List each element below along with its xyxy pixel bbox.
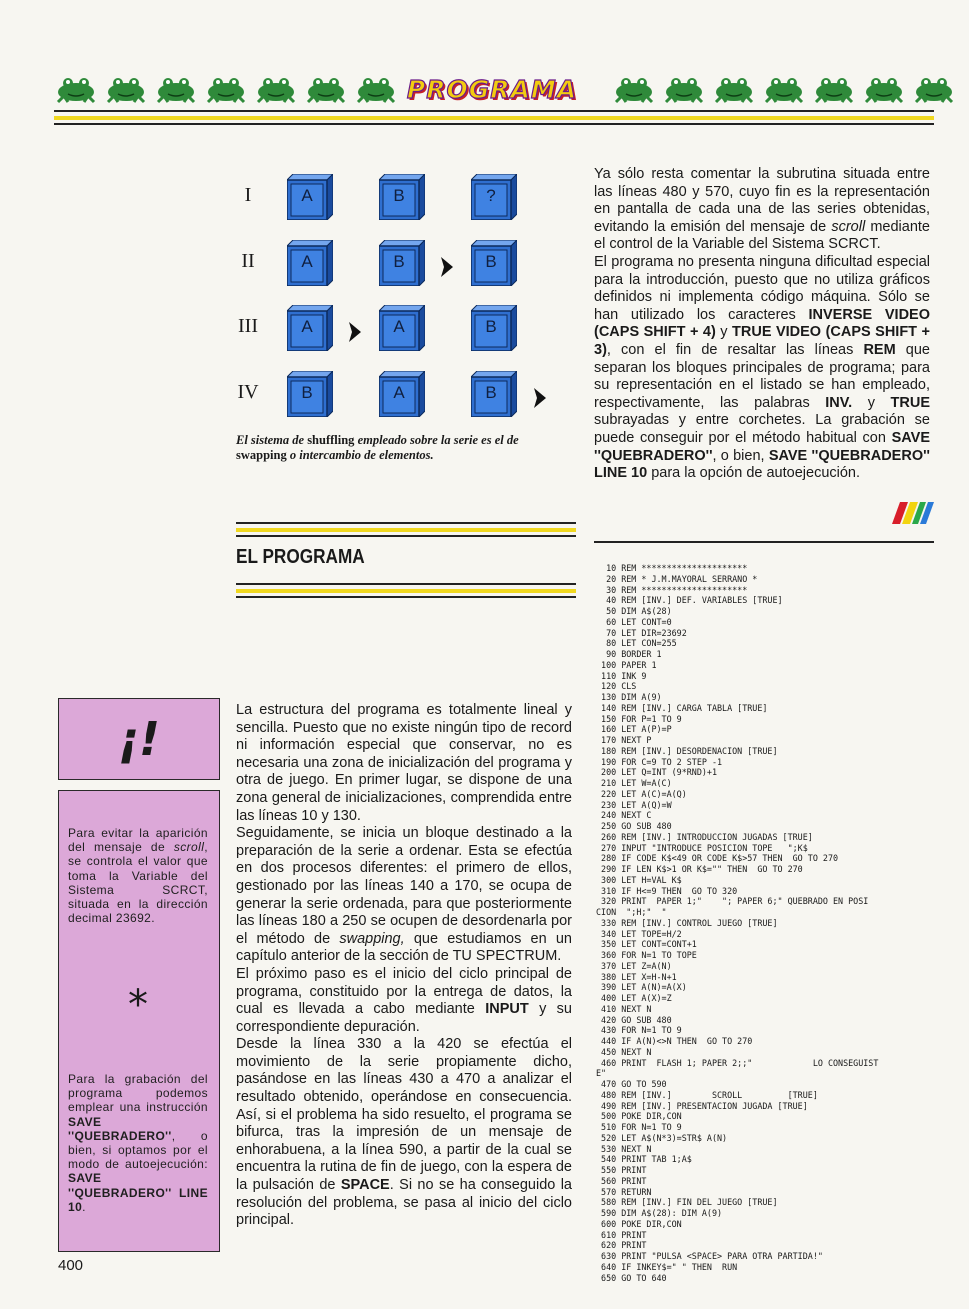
header-rule-yellow [54,116,934,120]
main-p3: El próximo paso es el inicio del ciclo principal de programa, constituido por la entrega de datos, la cual es llevada a cabo mediante INPUT y su correspondiente depuración. [236,965,572,1035]
frog-icon [812,74,856,104]
letter-block [471,305,517,351]
sidebar-asterisk: * [128,982,148,1028]
basic-program-listing: 10 REM ********************* 20 REM * J.M.MAYORAL SERRANO * 30 REM ********************* 40 REM [INV.] DEF. VARIABLES [TRUE] 50 DIM A$(28) 60 LET CONT=0 70 LET DIR=23692 80 LET CON=255 90 BORDER 1 100 PAPER 1 110 INK 9 120 CLS 130 DIM A(9) 140 REM [INV.] CARGA TABLA [TRUE] 150 FOR P=1 TO 9 160 LET A(P)=P 170 NEXT P 180 REM [INV.] DESORDENACION [TRUE] 190 FOR C=9 TO 2 STEP -1 200 LET Q=INT (9*RND)+1 210 LET W=A(C) 220 LET A(C)=A(Q) 230 LET A(Q)=W 240 NEXT C 250 GO SUB 480 260 REM [INV.] INTRODUCCION JUGADAS [TRUE] 270 INPUT "INTRODUCE POSICION TOPE ";K$ 280 IF CODE K$<49 OR CODE K$>57 THEN GO TO 270 290 IF LEN K$>1 OR K$="" THEN GO TO 270 300 LET H=VAL K$ 310 IF H<=9 THEN GO TO 320 320 PRINT PAPER 1;" "; PAPER 6;" QUEBRADO EN POSI CION ";H;" " 330 REM [INV.] CONTROL JUEGO [TRUE] 340 LET TOPE=H/2 350 LET CONT=CONT+1 360 FOR N=1 TO TOPE 370 LET Z=A(N) 380 LET X=H-N+1 390 LET A(N)=A(X) 400 LET A(X)=Z 410 NEXT N 420 GO SUB 480 430 FOR N=1 TO 9 440 IF A(N)<>N THEN GO TO 270 450 NEXT N 460 PRINT FLASH 1; PAPER 2;;" LO CONSEGUIST E" 470 GO TO 590 480 REM [INV.] SCROLL [TRUE] 490 REM [INV.] PRESENTACION JUGADA [TRUE] 500 POKE DIR,CON 510 FOR N=1 TO 9 520 LET A$(N*3)=STR$ A(N) 530 NEXT N 540 PRINT TAB 1;A$ 550 PRINT 560 PRINT 570 RETURN 580 REM [INV.] FIN DEL JUEGO [TRUE] 590 DIM A$(28): DIM A(9) 600 POKE DIR,CON 610 PRINT 620 PRINT 630 PRINT "PULSA <SPACE> PARA OTRA PARTIDA!" 640 IF INKEY$=" " THEN RUN 650 GO TO 640 [596,563,879,1283]
row-numeral: III [238,315,258,337]
letter-block-label: B [393,186,405,205]
letter-block-label: B [485,317,497,336]
row-numeral: II [241,250,255,272]
letter-block [379,174,425,220]
letter-block-label: B [301,383,313,402]
frog-icon [54,74,98,104]
arrow-right-icon [534,388,546,408]
letter-block-label: ? [486,186,496,205]
header-rule-black-2 [54,123,934,125]
main-body-text [236,702,572,1230]
frog-icon [712,74,756,104]
section-rule-bottom-yellow [236,589,576,593]
right-intro-p1: Ya sólo resta comentar la subrutina situada entre las líneas 480 y 570, cuyo fin es la representación en pantalla de cada una de las series obtenidas, evitando la emisión del mensaje de scroll mediante el control de la Variable del Sistema SCRCT. [594,166,930,253]
right-intro-text [594,166,930,483]
frog-icon [254,74,298,104]
frog-icon [862,74,906,104]
frog-icon [354,74,398,104]
letter-block [287,240,333,286]
arrow-right-icon [349,322,361,342]
letter-block [287,371,333,417]
right-intro-p2: El programa no presenta ninguna dificultad especial para la introducción, puesto que no utiliza gráficos definidos ni implementa código máquina. Sólo se han utilizado los caracteres INVERSE VIDEO (CAPS SHIFT + 4) y TRUE VIDEO (CAPS SHIFT + 3), con el fin de resaltar las líneas REM que separan los bloques principales de programa; para su representación en el listado se han empleado, respectivamente, las palabras INV. y TRUE subrayadas y entre corchetes. La grabación se puede conseguir por el método habitual con SAVE ''QUEBRADERO'', o bien, SAVE ''QUEBRADERO'' LINE 10 para la opción de autoejecución. [594,253,931,482]
letter-block [287,174,333,220]
section-rule-top-black [236,522,576,524]
letter-block-label: B [485,252,497,271]
frog-icon [912,74,956,104]
letter-block-label: A [393,317,405,336]
section-header-title: PROGRAMA [406,75,578,104]
frog-icon [154,74,198,104]
page-number: 400 [58,1257,84,1274]
section-rule-bottom-black-2 [236,596,576,598]
letter-block [379,371,425,417]
letter-block-label: B [485,383,497,402]
letter-block-label: A [301,186,313,205]
letter-block [471,174,517,220]
sidebar-heading: ¡! [58,698,220,780]
section-rule-bottom-black [236,583,576,585]
header-rule-black [54,110,934,112]
arrow-right-icon [441,257,453,277]
main-p2: Seguidamente, se inicia un bloque destinado a la preparación de la serie a ordenar. Esta se efectúa en dos procesos diferentes: el primero de ellos, gestionado por las líneas 140 a 170, se ocupa de generar la serie ordenada, para que posteriormente las líneas 180 a 250 se ocupen de desordenarla por el método de swapping, que estudiamos en un capítulo anterior de la sección de TU SPECTRUM. [236,825,572,965]
letter-block [471,371,517,417]
letter-block-label: A [301,252,313,271]
row-numeral: I [244,184,252,206]
letter-block-label: A [393,383,405,402]
frog-border-right [612,74,956,104]
letter-block [471,240,517,286]
frog-border-left [54,74,398,104]
row-numeral: IV [237,381,259,403]
frog-icon [662,74,706,104]
frog-icon [612,74,656,104]
spectrum-stripes-logo [886,502,934,524]
letter-block-label: A [301,317,313,336]
letter-block [287,305,333,351]
frog-icon [304,74,348,104]
right-column-rule [594,541,934,543]
sidebar-note-2: Para la grabación del programa podemos emplear una instrucción SAVE ''QUEBRADERO'', o bien, si optamos por el modo de autoejecución: SAVE ''QUEBRADERO'' LINE 10. [68,1072,208,1214]
section-title: EL PROGRAMA [236,546,365,568]
section-rule-top-black-2 [236,535,576,537]
diagram-caption: El sistema de shuffling empleado sobre la serie es el de swapping o intercambio de elementos. [236,433,519,462]
section-rule-top-yellow [236,528,576,532]
main-p4: Desde la línea 330 a la 420 se efectúa el movimiento de la serie propiamente dicho, pasándose en las líneas 430 a 470 a analizar el resultado obtenido, operándose en consecuencia. Así, si el problema ha sido resuelto, el programa se bifurca, tras la impresión de un mensaje de enhorabuena, a la línea 590, a partir de la cual se encuentra la rutina de fin de juego, con la espera de la pulsación de SPACE. Si no se ha conseguido la resolución del problema, se pasa al inicio del ciclo principal. [236,1036,573,1229]
sidebar-note-1: Para evitar la aparición del mensaje de scroll, se controla el valor que toma la Variable del Sistema SCRCT, situada en la dirección decimal 23692. [68,826,208,926]
frog-icon [204,74,248,104]
main-p1: La estructura del programa es totalmente lineal y sencilla. Puesto que no existe ningún tipo de record ni información especial que conservar, no es necesaria una zona de inicialización del programa y otra de juego. En primer lugar, se dispone de una zona general de inicializaciones, comprendida entre las líneas 10 y 130. [236,702,572,824]
letter-block-label: B [393,252,405,271]
letter-block [379,305,425,351]
frog-icon [104,74,148,104]
letter-block [379,240,425,286]
frog-icon [762,74,806,104]
